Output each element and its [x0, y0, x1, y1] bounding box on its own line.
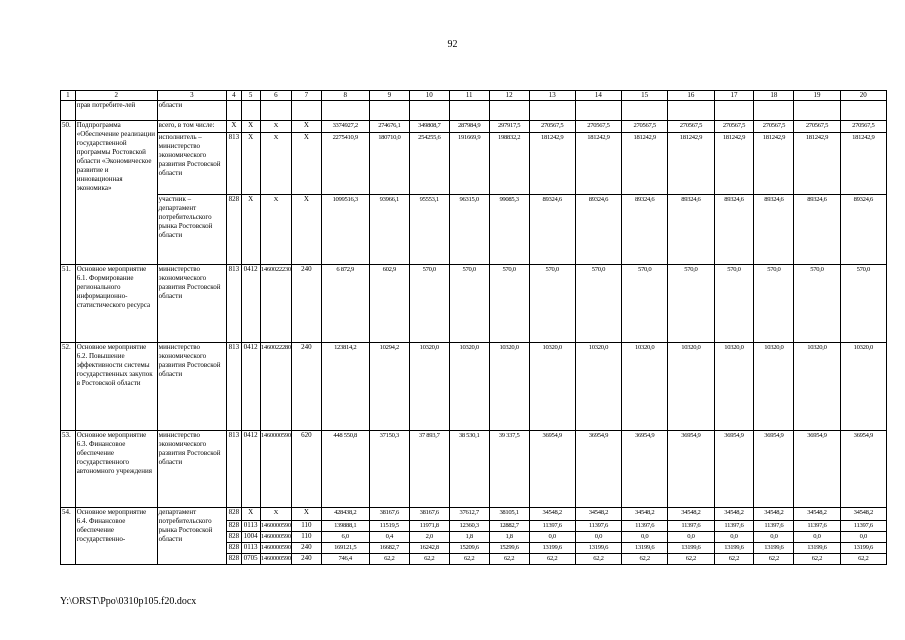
column-number-11: 11	[449, 91, 489, 101]
cell-value: 62,2	[668, 554, 714, 565]
cell-expense-type: X	[292, 508, 321, 521]
executor: участник – департамент потребительского рынка Ростовской области	[157, 195, 226, 265]
cell-empty	[321, 101, 369, 121]
cell-value: 570,0	[840, 265, 886, 343]
column-number-7: 7	[292, 91, 321, 101]
cell-value: 10320,0	[529, 343, 575, 431]
measure-name: Основное мероприятие 6.4. Финансовое обеспечение государственно-	[75, 508, 157, 565]
cell-value: 62,2	[794, 554, 840, 565]
cell-empty	[575, 101, 621, 121]
executor: департамент потребительского рынка Ростовской области	[157, 508, 226, 565]
cell-target-code: X	[260, 121, 292, 133]
column-number-18: 18	[754, 91, 794, 101]
cell-value: 270567,5	[754, 121, 794, 133]
cell-value: 570,0	[754, 265, 794, 343]
cell-value: 254255,6	[409, 133, 449, 195]
cell-target-code: X	[260, 195, 292, 265]
cell-value: 62,2	[489, 554, 529, 565]
cell-value: 2275410,9	[321, 133, 369, 195]
cell-ministry-code: 828	[227, 195, 242, 265]
cell-empty	[369, 101, 409, 121]
column-number-20: 20	[840, 91, 886, 101]
cell-value: 13199,6	[714, 543, 754, 554]
cell-value: 570,0	[714, 265, 754, 343]
cell-value: 12360,3	[449, 521, 489, 532]
cell-value: 38167,6	[369, 508, 409, 521]
cell-value: 570,0	[529, 265, 575, 343]
cell-expense-type: 110	[292, 521, 321, 532]
cell-value: 89324,6	[529, 195, 575, 265]
cell-value: 270567,5	[714, 121, 754, 133]
cell-empty	[668, 101, 714, 121]
column-number-4: 4	[227, 91, 242, 101]
table-row	[61, 121, 887, 133]
row-number: 54.	[61, 508, 76, 565]
cell-expense-type: 240	[292, 343, 321, 431]
cell-value: 570,0	[449, 265, 489, 343]
cell-value: 37150,3	[369, 431, 409, 508]
cell-section-code: 0412	[241, 265, 260, 343]
cell-value: 36954,9	[622, 431, 668, 508]
row-number: 51.	[61, 265, 76, 343]
cell-value: 15209,6	[449, 543, 489, 554]
cell-empty	[449, 101, 489, 121]
cell-empty	[227, 101, 242, 121]
cell-value: 36954,9	[754, 431, 794, 508]
cell-ministry-code: 828	[227, 521, 242, 532]
cell-value: 36954,9	[668, 431, 714, 508]
cell-value: 570,0	[622, 265, 668, 343]
cell-target-code: 1460000590	[260, 521, 292, 532]
cell-value: 13199,6	[668, 543, 714, 554]
cell-value: 62,2	[529, 554, 575, 565]
cell-target-code: 1460000590	[260, 431, 292, 508]
cell-expense-type: X	[292, 121, 321, 133]
cell-value: 6,0	[321, 532, 369, 543]
cell-value: 1,8	[449, 532, 489, 543]
cell-value: 10320,0	[449, 343, 489, 431]
cell-value: 123814,2	[321, 343, 369, 431]
column-number-1: 1	[61, 91, 76, 101]
cell-value: 6 872,9	[321, 265, 369, 343]
cell-value: 0,0	[714, 532, 754, 543]
cell-value: 570,0	[489, 265, 529, 343]
executor: министерство экономического развития Ростовской области	[157, 265, 226, 343]
cell-empty	[292, 101, 321, 121]
cell-value: 1099516,3	[321, 195, 369, 265]
cell-value: 62,2	[575, 554, 621, 565]
cell-value: 448 550,8	[321, 431, 369, 508]
cell-value: 602,9	[369, 265, 409, 343]
cell-value: 270567,5	[840, 121, 886, 133]
cell-value: 12882,7	[489, 521, 529, 532]
measure-name: Подпрограмма «Обеспечение реализации государственной программы Ростовской области «Экономическое развитие и инновационная экономика»	[75, 121, 157, 265]
cell-empty	[241, 101, 260, 121]
cell-empty	[409, 101, 449, 121]
cell-expense-type: X	[292, 133, 321, 195]
cell-value: 11971,8	[409, 521, 449, 532]
cell-value: 89324,6	[840, 195, 886, 265]
cell-value: 62,2	[714, 554, 754, 565]
cell-value: 62,2	[409, 554, 449, 565]
cell-value: 349808,7	[409, 121, 449, 133]
cell-value: 191669,9	[449, 133, 489, 195]
header-row	[61, 91, 887, 101]
cell-value: 11397,6	[668, 521, 714, 532]
cell-target-code: 1460022230	[260, 265, 292, 343]
cell-value: 13199,6	[575, 543, 621, 554]
cell-value: 62,2	[369, 554, 409, 565]
column-number-15: 15	[622, 91, 668, 101]
cell-ministry-code: 813	[227, 133, 242, 195]
cell-ministry-code: 828	[227, 508, 242, 521]
cell-ministry-code: 828	[227, 554, 242, 565]
cell-value: 99085,3	[489, 195, 529, 265]
cell-value: 10320,0	[794, 343, 840, 431]
cell-value: 10320,0	[409, 343, 449, 431]
cell-ministry-code: 828	[227, 532, 242, 543]
cell-empty	[714, 101, 754, 121]
cell-value: 62,2	[754, 554, 794, 565]
cell-value: 2,0	[409, 532, 449, 543]
cell-value: 270567,5	[622, 121, 668, 133]
measure-name: Основное мероприятие 6.2. Повышение эффективности системы государственных закупок в Ростовской области	[75, 343, 157, 431]
cell-value: 10320,0	[575, 343, 621, 431]
cell-section-code: X	[241, 121, 260, 133]
cell-value: 62,2	[840, 554, 886, 565]
cell-value: 270567,5	[575, 121, 621, 133]
cell-value: 139888,1	[321, 521, 369, 532]
cell-empty	[754, 101, 794, 121]
cell-value: 297917,5	[489, 121, 529, 133]
cell-value: 1,8	[489, 532, 529, 543]
column-number-12: 12	[489, 91, 529, 101]
cell-value: 36954,9	[714, 431, 754, 508]
cell-value: 34548,2	[575, 508, 621, 521]
row-number: 50.	[61, 121, 76, 265]
continuation-row	[61, 101, 887, 121]
cell-value: 0,0	[794, 532, 840, 543]
cell-value: 89324,6	[622, 195, 668, 265]
cell-value: 287984,9	[449, 121, 489, 133]
cell-ministry-code: 813	[227, 265, 242, 343]
table-row	[61, 195, 887, 265]
cell-value: 96315,0	[449, 195, 489, 265]
cell-value: 38105,1	[489, 508, 529, 521]
cell-ministry-code: 813	[227, 343, 242, 431]
cell-value: 34548,2	[529, 508, 575, 521]
column-number-13: 13	[529, 91, 575, 101]
column-number-8: 8	[321, 91, 369, 101]
cell-value: 11397,6	[622, 521, 668, 532]
cell-value: 181242,9	[668, 133, 714, 195]
cell-section-code: X	[241, 195, 260, 265]
executor: всего, в том числе:	[157, 121, 226, 133]
cell-target-code: X	[260, 133, 292, 195]
row-number: 52.	[61, 343, 76, 431]
cell-value: 16242,8	[409, 543, 449, 554]
cell-empty	[794, 101, 840, 121]
cell-value: 95553,1	[409, 195, 449, 265]
cell-value: 10320,0	[489, 343, 529, 431]
cell-empty	[489, 101, 529, 121]
cell-value: 570,0	[575, 265, 621, 343]
cell-value: 16682,7	[369, 543, 409, 554]
cell-ministry-code: X	[227, 121, 242, 133]
column-number-2: 2	[75, 91, 157, 101]
cell-section-code: 0113	[241, 543, 260, 554]
cell-value: 3374927,2	[321, 121, 369, 133]
cell-value: 274676,1	[369, 121, 409, 133]
cell-ministry-code: 828	[227, 543, 242, 554]
cell-value: 39 337,5	[489, 431, 529, 508]
cell-value: 270567,5	[529, 121, 575, 133]
cell-value: 0,0	[622, 532, 668, 543]
cell-expense-type: 240	[292, 265, 321, 343]
cell-value: 10320,0	[754, 343, 794, 431]
cell-value: 37 893,7	[409, 431, 449, 508]
cell-value: 89324,6	[794, 195, 840, 265]
cell-empty	[622, 101, 668, 121]
cell-value: 746,4	[321, 554, 369, 565]
cell-empty	[260, 101, 292, 121]
cell-value: 10294,2	[369, 343, 409, 431]
executor: исполнитель – министерство экономического развития Ростовской области	[157, 133, 226, 195]
cell-value: 11397,6	[529, 521, 575, 532]
executor: министерство экономического развития Ростовской области	[157, 431, 226, 508]
cell-section-code: 0412	[241, 431, 260, 508]
cell-expense-type: X	[292, 195, 321, 265]
cell-value: 180710,0	[369, 133, 409, 195]
cell-value: 13199,6	[529, 543, 575, 554]
page-number: 92	[447, 39, 458, 50]
cell-value: 36954,9	[529, 431, 575, 508]
cell-empty	[61, 101, 76, 121]
table-row	[61, 508, 887, 521]
cell-value: 11397,6	[840, 521, 886, 532]
cell-value: 10320,0	[714, 343, 754, 431]
cell-value: 93966,1	[369, 195, 409, 265]
cell-executor: области	[157, 101, 226, 121]
cell-value: 37612,7	[449, 508, 489, 521]
cell-section-code: 0705	[241, 554, 260, 565]
cell-value: 89324,6	[754, 195, 794, 265]
cell-value: 181242,9	[754, 133, 794, 195]
cell-target-code: 1460000590	[260, 554, 292, 565]
cell-section-code: X	[241, 508, 260, 521]
cell-value: 11397,6	[575, 521, 621, 532]
table-row	[61, 343, 887, 431]
cell-value: 89324,6	[668, 195, 714, 265]
budget-table	[60, 90, 887, 565]
cell-value: 38167,6	[409, 508, 449, 521]
cell-value: 13199,6	[794, 543, 840, 554]
column-number-5: 5	[241, 91, 260, 101]
cell-value: 181242,9	[794, 133, 840, 195]
cell-value: 36954,9	[575, 431, 621, 508]
cell-value: 0,0	[668, 532, 714, 543]
cell-empty	[840, 101, 886, 121]
cell-value: 36954,9	[840, 431, 886, 508]
cell-value: 181242,9	[840, 133, 886, 195]
cell-value: 0,0	[754, 532, 794, 543]
cell-value: 13199,6	[622, 543, 668, 554]
cell-value: 34548,2	[840, 508, 886, 521]
cell-ministry-code: 813	[227, 431, 242, 508]
cell-value: 428438,2	[321, 508, 369, 521]
cell-section-code: 0113	[241, 521, 260, 532]
cell-value: 34548,2	[668, 508, 714, 521]
cell-value: 11397,6	[794, 521, 840, 532]
cell-value: 198832,2	[489, 133, 529, 195]
cell-value: 570,0	[409, 265, 449, 343]
cell-value: 11397,6	[754, 521, 794, 532]
cell-value: 0,4	[369, 532, 409, 543]
column-number-16: 16	[668, 91, 714, 101]
cell-expense-type: 240	[292, 543, 321, 554]
cell-value: 11519,5	[369, 521, 409, 532]
cell-value: 89324,6	[714, 195, 754, 265]
cell-value: 15299,6	[489, 543, 529, 554]
cell-value: 10320,0	[622, 343, 668, 431]
cell-empty	[529, 101, 575, 121]
cell-value: 34548,2	[794, 508, 840, 521]
column-number-3: 3	[157, 91, 226, 101]
cell-measure-name: прав потребите-лей	[75, 101, 157, 121]
cell-value: 13199,6	[840, 543, 886, 554]
cell-value: 0,0	[575, 532, 621, 543]
cell-value: 36954,9	[794, 431, 840, 508]
executor: министерство экономического развития Ростовской области	[157, 343, 226, 431]
cell-value: 181242,9	[714, 133, 754, 195]
column-number-6: 6	[260, 91, 292, 101]
column-number-19: 19	[794, 91, 840, 101]
table-row	[61, 431, 887, 508]
cell-target-code: 1460000590	[260, 543, 292, 554]
cell-value: 10320,0	[840, 343, 886, 431]
cell-value: 169121,5	[321, 543, 369, 554]
file-path-footer: Y:\ORST\Ppo\0310p105.f20.docx	[60, 596, 197, 607]
cell-value: 0,0	[529, 532, 575, 543]
cell-value: 270567,5	[668, 121, 714, 133]
column-number-17: 17	[714, 91, 754, 101]
measure-name: Основное мероприятие 6.1. Формирование регионального информационно-статистического ресурса	[75, 265, 157, 343]
cell-value: 570,0	[794, 265, 840, 343]
cell-value: 34548,2	[754, 508, 794, 521]
cell-section-code: 0412	[241, 343, 260, 431]
cell-value: 62,2	[622, 554, 668, 565]
cell-expense-type: 240	[292, 554, 321, 565]
cell-value: 570,0	[668, 265, 714, 343]
cell-value: 89324,6	[575, 195, 621, 265]
cell-section-code: 1004	[241, 532, 260, 543]
cell-value: 0,0	[840, 532, 886, 543]
measure-name: Основное мероприятие 6.3. Финансовое обеспечение государственного автономного учреждения	[75, 431, 157, 508]
cell-value: 181242,9	[622, 133, 668, 195]
cell-target-code: 1460022280	[260, 343, 292, 431]
cell-expense-type: 110	[292, 532, 321, 543]
column-number-14: 14	[575, 91, 621, 101]
table-row	[61, 265, 887, 343]
cell-value: 38 530,1	[449, 431, 489, 508]
cell-value: 34548,2	[622, 508, 668, 521]
cell-section-code: X	[241, 133, 260, 195]
row-number: 53.	[61, 431, 76, 508]
cell-value: 62,2	[449, 554, 489, 565]
cell-value: 10320,0	[668, 343, 714, 431]
cell-target-code: X	[260, 508, 292, 521]
cell-expense-type: 620	[292, 431, 321, 508]
column-number-9: 9	[369, 91, 409, 101]
cell-target-code: 1460000590	[260, 532, 292, 543]
cell-value: 270567,5	[794, 121, 840, 133]
cell-value: 13199,6	[754, 543, 794, 554]
cell-value: 181242,9	[575, 133, 621, 195]
cell-value: 181242,9	[529, 133, 575, 195]
table-row	[61, 133, 887, 195]
column-number-10: 10	[409, 91, 449, 101]
cell-value: 11397,6	[714, 521, 754, 532]
cell-value: 34548,2	[714, 508, 754, 521]
